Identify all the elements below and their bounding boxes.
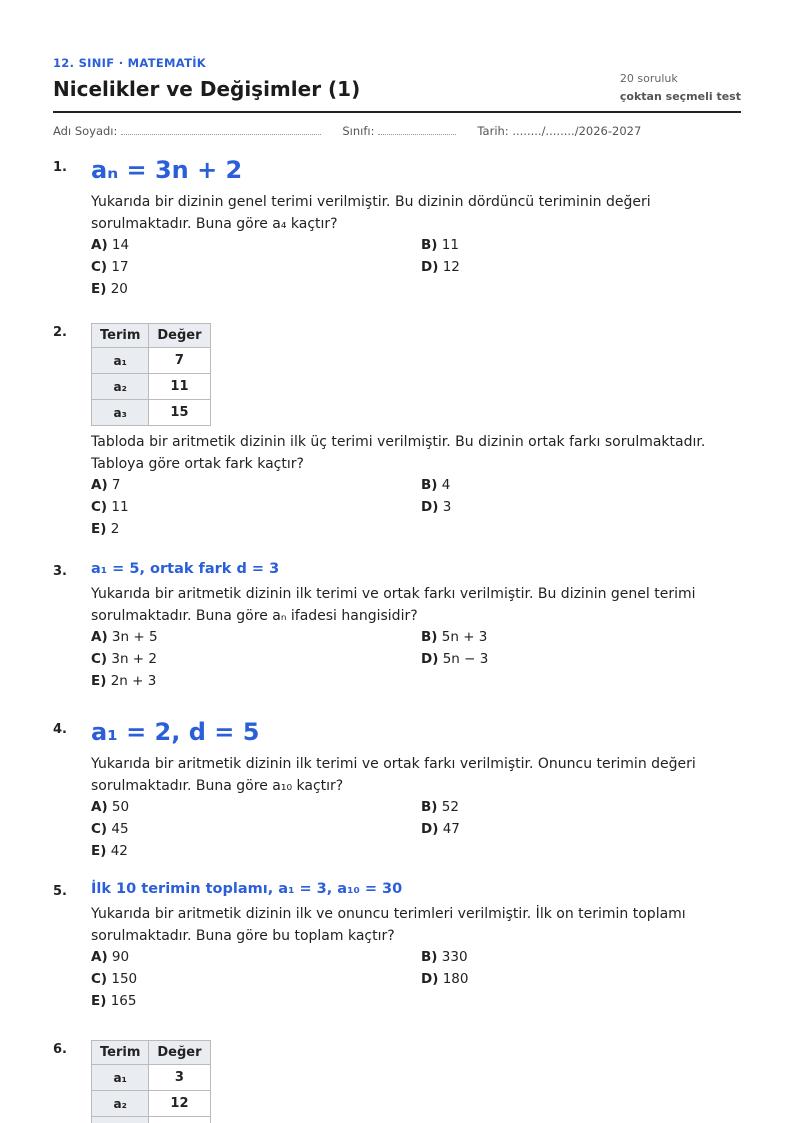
- test-meta: [620, 72, 741, 103]
- student-info-line: [53, 124, 753, 138]
- question-formula: İlk 10 terimin toplamı, a₁ = 3, a₁₀ = 30: [91, 881, 403, 897]
- question-number: 2.: [53, 325, 67, 340]
- test-kind: çoktan seçmeli test: [619, 90, 741, 103]
- class-label: Sınıfı:: [342, 124, 375, 138]
- page-title: Nicelikler ve Değişimler (1): [53, 77, 361, 101]
- table-row: a₁ 7: [92, 348, 211, 374]
- question-formula: a₁ = 2, d = 5: [91, 718, 260, 746]
- option-e[interactable]: E) 42: [91, 842, 128, 859]
- option-a[interactable]: A) 50: [91, 798, 130, 815]
- question-number: 5.: [53, 884, 67, 899]
- option-e[interactable]: E) 2: [91, 521, 120, 537]
- table-row: [92, 1117, 211, 1123]
- option-c[interactable]: C) 3n + 2: [91, 651, 158, 668]
- question-stem: Tabloda bir aritmetik dizinin ilk üç terimi verilmiştir. Bu dizinin ortak farkı sorulmaktadır. Tabloya göre ortak fark kaçtır?: [91, 434, 706, 472]
- answer-options: [91, 949, 743, 1015]
- question-number: 3.: [53, 564, 67, 579]
- class-field[interactable]: [378, 125, 456, 135]
- name-label: Adı Soyadı:: [53, 124, 118, 138]
- option-a[interactable]: A) 14: [91, 236, 130, 253]
- option-a[interactable]: A) 7: [91, 477, 121, 493]
- option-c[interactable]: C) 17: [91, 258, 129, 275]
- table-header: Terim: [92, 324, 149, 348]
- table-header: Terim: [92, 1041, 149, 1065]
- table-row: a₁ 3: [92, 1065, 211, 1091]
- option-b[interactable]: B) 330: [421, 949, 468, 966]
- name-field[interactable]: [121, 125, 321, 135]
- table-header: Değer: [149, 1041, 210, 1065]
- terms-table: [91, 323, 211, 426]
- option-a[interactable]: A) 90: [91, 949, 130, 966]
- option-a[interactable]: A) 3n + 5: [91, 629, 158, 646]
- option-b[interactable]: B) 11: [421, 236, 459, 253]
- table-row: a₂ 12: [92, 1091, 211, 1117]
- option-d[interactable]: D) 3: [421, 499, 452, 515]
- question-stem: Yukarıda bir aritmetik dizinin ilk terimi ve ortak farkı verilmiştir. Onuncu terimin değeri sorulmaktadır. Buna göre a₁₀ kaçtır?: [91, 755, 696, 794]
- option-e[interactable]: E) 2n + 3: [91, 673, 157, 690]
- option-e[interactable]: E) 20: [91, 280, 128, 297]
- date-label: Tarih:: [477, 124, 509, 138]
- answer-options: [91, 237, 743, 303]
- option-b[interactable]: B) 5n + 3: [421, 629, 488, 646]
- terms-table: [91, 1040, 211, 1123]
- table-row: a₂ 11: [92, 374, 211, 400]
- question-stem: Yukarıda bir aritmetik dizinin ilk terimi ve ortak farkı verilmiştir. Bu dizinin genel terimi sorulmaktadır. Buna göre aₙ ifadesi hangisidir?: [91, 586, 696, 625]
- option-c[interactable]: C) 150: [91, 971, 138, 988]
- table-header: Değer: [149, 324, 210, 348]
- subject-label: 12. SINIF · MATEMATİK: [53, 56, 207, 70]
- answer-options: [91, 477, 743, 543]
- header-divider: [53, 111, 741, 113]
- table-row: a₃ 15: [92, 400, 211, 426]
- question-stem: Yukarıda bir dizinin genel terimi verilmiştir. Bu dizinin dördüncü teriminin değeri sorulmaktadır. Buna göre a₄ kaçtır?: [91, 193, 651, 232]
- date-value: ......../......../2026-2027: [512, 124, 642, 138]
- answer-options: [91, 799, 743, 865]
- option-b[interactable]: B) 52: [421, 798, 459, 815]
- option-c[interactable]: C) 11: [91, 499, 129, 515]
- question-formula: aₙ = 3n + 2: [91, 156, 243, 184]
- option-d[interactable]: D) 47: [421, 820, 460, 837]
- question-stem: Yukarıda bir aritmetik dizinin ilk ve onuncu terimleri verilmiştir. İlk on terimin toplamı sorulmaktadır. Buna göre bu toplam kaçtır?: [91, 906, 686, 945]
- answer-options: [91, 629, 743, 695]
- question-formula: a₁ = 5, ortak fark d = 3: [91, 561, 280, 577]
- option-d[interactable]: D) 12: [421, 258, 460, 275]
- option-b[interactable]: B) 4: [421, 477, 451, 493]
- option-d[interactable]: D) 180: [421, 971, 469, 988]
- option-c[interactable]: C) 45: [91, 820, 129, 837]
- option-e[interactable]: E) 165: [91, 993, 137, 1010]
- question-number: 4.: [53, 722, 67, 737]
- question-number: 6.: [53, 1042, 67, 1057]
- question-number: 1.: [53, 160, 67, 175]
- option-d[interactable]: D) 5n − 3: [421, 651, 489, 668]
- question-count: 20 soruluk: [619, 72, 678, 85]
